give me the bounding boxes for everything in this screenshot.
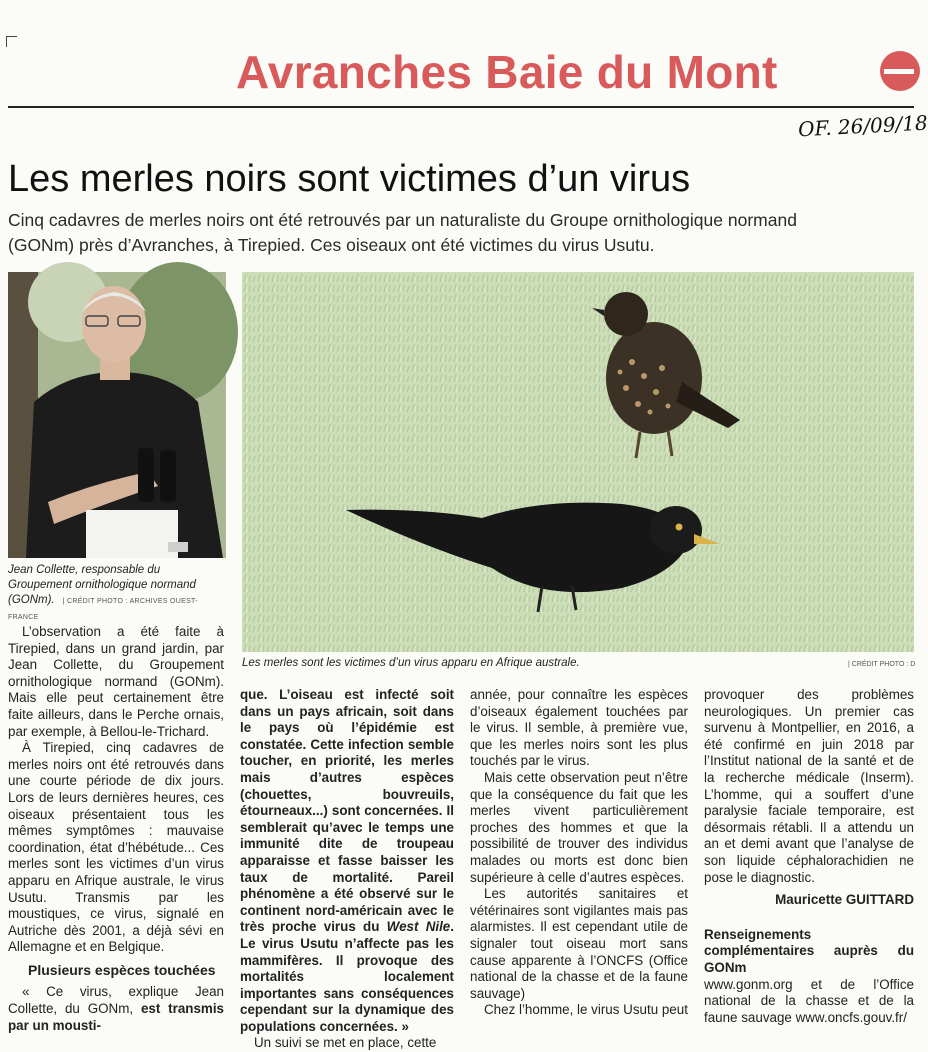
portrait-photo — [8, 272, 226, 558]
virus-name: West Nile — [386, 919, 451, 935]
portrait-caption — [8, 563, 226, 625]
paragraph: Chez l’homme, le virus Usutu peut — [484, 1002, 688, 1018]
quote-text: que. L’oiseau est infecté soit dans un pays africain, soit dans le pays où l’épidémie est constatée. Cette infection semble toucher, en priorité, les merles mais d’autres espèces (chouettes, bouvreuils, étourneaux...) sont concernées. Il semblerait qu’avec le temps une immunité dite de troupeau apparaisse et fasse baisser les taux de mortalité. Pareil phénomène a été observé sur le continent nord-américain avec le très proche virus du — [240, 687, 454, 935]
quote-text-end: . Le virus Usutu n’affecte pas les mammifères. Il provoque des mortalités localement importantes sans conséquences cependant sur la dynamique des populations concernées. » — [240, 919, 454, 1034]
blackbirds-credit: | CRÉDIT PHOTO : D — [848, 661, 916, 668]
author-signature: Mauricette GUITTARD — [775, 892, 914, 908]
paragraph: Mais cette observation peut n’être que la conséquence du fait que les merles vivent particulièrement proches des hommes et que la possibilité de trouver des individus malades ou morts est donc bien supérieure à celle d’autres espèces. — [470, 769, 688, 885]
blackbirds-illustration — [242, 272, 914, 652]
info-box-text: www.gonm.org et de l’Office national de la chasse et de la faune sauvage www.oncfs.gouv.fr/ — [704, 976, 914, 1025]
quote-continuation — [240, 687, 454, 1035]
blackbirds-photo — [242, 272, 914, 652]
article-column-3 — [470, 687, 688, 1019]
article-column-2 — [240, 687, 454, 1052]
paragraph: Les autorités sanitaires et vétérinaires sont vigilantes mais pas alarmistes. Il est cependant utile de signaler tout oiseau mort sans cause apparente à l’ONCFS (Office national de la chasse et de la faune sauvage) — [470, 886, 688, 1001]
info-box-title: Renseignements complémentaires auprès du GONm — [704, 926, 914, 975]
quote-start: est transmis par un mousti- — [8, 1001, 224, 1033]
paragraph: À Tirepied, cinq cadavres de merles noirs ont été retrouvés dans une courte période de dix jours. Lors de leurs dernières heures, ces oiseaux présentaient tous les mêmes symptômes : mauvaise coordination, état d’hébétude... Ces merles sont les victimes d’un virus apparu en Afrique australe, le virus Usutu. Transmis par les moustiques, ce virus, signalé en Autriche dès 2001, a déjà sévi en Allemagne et en Belgique. — [8, 740, 224, 955]
quote-intro: « Ce virus, explique Jean Collette, du GONm, — [8, 984, 224, 1017]
blackbirds-caption: Les merles sont les victimes d’un virus apparu en Afrique australe. — [242, 657, 580, 669]
crop-mark — [6, 36, 17, 47]
handwritten-date-stamp: OF. 26/09/18 — [797, 110, 928, 142]
header-rule — [8, 106, 914, 108]
paragraph: Un suivi se met en place, cette — [254, 1035, 437, 1051]
portrait-illustration — [8, 272, 226, 558]
subheading: Plusieurs espèces touchées — [28, 961, 216, 978]
article-lede: Cinq cadavres de merles noirs ont été retrouvés par un naturaliste du Groupe ornithologique normand (GONm) près d’Avranches, à Tirepied. Ces oiseaux ont été victimes du virus Usutu. — [8, 210, 797, 255]
paragraph: L’observation a été faite à Tirepied, dans un grand jardin, par Jean Collette, du Groupement ornithologique normand (GONm). Mais elle peut certainement être faite ailleurs, dans le Perche ornais, par exemple, à Bellou-le-Trichard. — [8, 624, 224, 739]
newspaper-logo-icon — [880, 51, 920, 91]
article-headline: Les merles noirs sont victimes d’un virus — [8, 158, 691, 200]
article-column-1 — [8, 624, 224, 1034]
paragraph: année, pour connaître les espèces d’oiseaux également touchées par le virus. Il semble, à première vue, que les merles noirs sont les plus touchés par le virus. — [470, 687, 688, 769]
portrait-credit: | CRÉDIT PHOTO : ARCHIVES OUEST-FRANCE — [8, 598, 198, 621]
quote-paragraph — [8, 984, 224, 1034]
section-title: Avranches Baie du Mont — [236, 46, 778, 98]
article-column-4 — [704, 687, 914, 1026]
paragraph: provoquer des problèmes neurologiques. Un premier cas survenu à Montpellier, en 2016, a été confirmé en juin 2018 par l’Institut national de la santé et de la recherche médicale (Inserm). L’homme, qui a souffert d’une paralysie faciale temporaire, est désormais rétabli. Il a attendu un an et demi avant que l’analyse de son liquide céphalorachidien ne pose le diagnostic. — [704, 687, 914, 885]
portrait-caption-text: Jean Collette, responsable du Groupement ornithologique normand (GONm). — [8, 564, 196, 606]
